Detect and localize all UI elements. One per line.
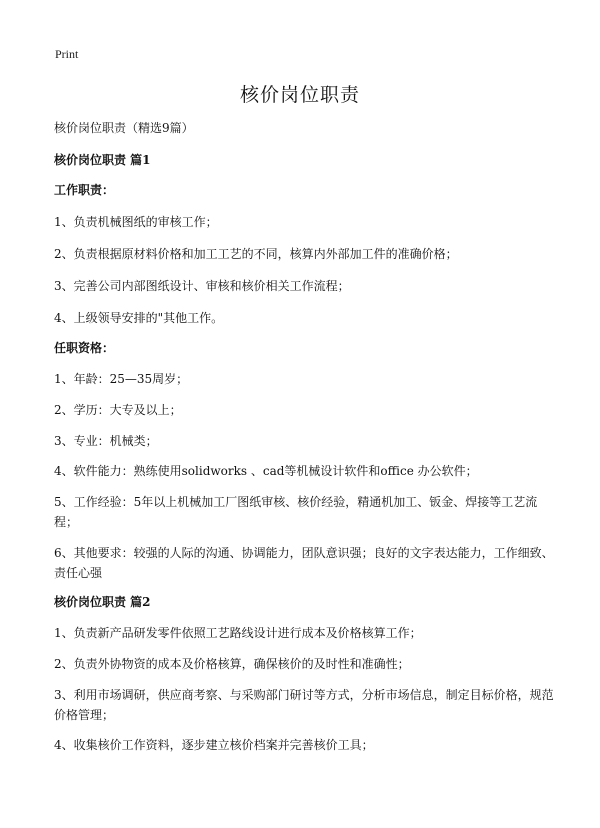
page-title: 核价岗位职责 — [239, 84, 360, 106]
print-label: Print — [55, 47, 79, 61]
requirements-heading: 任职资格： — [54, 341, 115, 355]
duty-item: 2、负责根据原材料价格和加工工艺的不同，核算内外部加工件的准确价格； — [54, 247, 458, 261]
section2-item: 2、负责外协物资的成本及价格核算，确保核价的及时性和准确性； — [54, 657, 410, 671]
duties-heading: 工作职责： — [54, 183, 115, 197]
requirement-item: 2、学历：大专及以上； — [54, 403, 182, 417]
section1-heading: 核价岗位职责 篇1 — [54, 153, 151, 167]
duty-item: 1、负责机械图纸的审核工作； — [54, 215, 218, 229]
section2-heading: 核价岗位职责 篇2 — [54, 595, 151, 609]
section2-item: 1、负责新产品研发零件依照工艺路线设计进行成本及价格核算工作； — [54, 626, 422, 640]
duty-item: 3、完善公司内部图纸设计、审核和核价相关工作流程； — [54, 279, 350, 293]
section2-item: 3、利用市场调研，供应商考察、与采购部门研讨等方式，分析市场信息，制定目标价格，规范价格管理； — [54, 688, 554, 722]
duty-item: 4、上级领导安排的"其他工作。 — [54, 311, 224, 325]
requirement-item: 5、工作经验：5年以上机械加工厂图纸审核、核价经验，精通机加工、钣金、焊接等工艺流程； — [54, 495, 538, 529]
section2-item: 4、收集核价工作资料，逐步建立核价档案并完善核价工具； — [54, 738, 374, 752]
doc-subtitle: 核价岗位职责（精选9篇） — [54, 121, 194, 135]
requirement-item: 6、其他要求：较强的人际的沟通、协调能力，团队意识强；良好的文字表达能力，工作细致、责任心强 — [54, 546, 554, 580]
requirement-item: 1、年龄：25—35周岁； — [54, 372, 189, 386]
requirement-item: 3、专业：机械类； — [54, 434, 158, 448]
requirement-item: 4、软件能力：熟练使用solidworks 、cad等机械设计软件和office 办公软件； — [54, 464, 478, 478]
